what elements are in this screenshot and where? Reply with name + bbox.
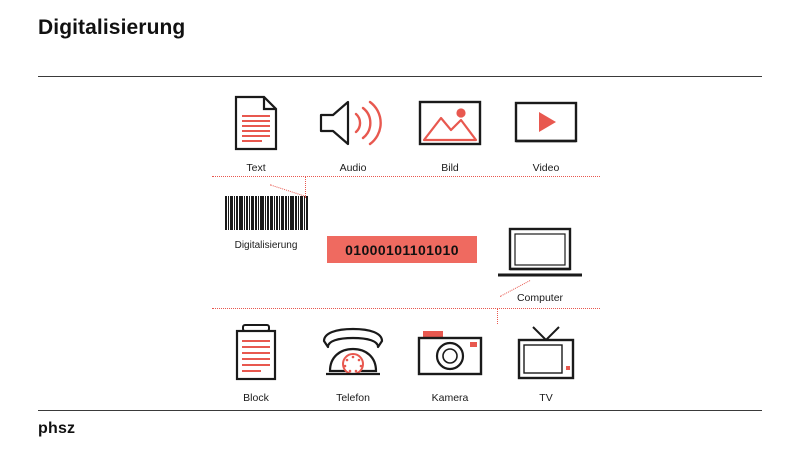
analog-item-block — [208, 322, 304, 404]
analog-item-kamera — [402, 322, 498, 404]
media-item-bild — [402, 92, 498, 174]
analog-item-label: Block — [243, 392, 269, 404]
picture-icon — [402, 92, 498, 154]
divider-bottom — [38, 410, 762, 411]
binary-string: 01000101101010 — [327, 236, 477, 263]
media-item-digitalisierung — [218, 196, 314, 251]
rotary-phone-icon — [305, 322, 401, 384]
connector-top-drop — [305, 176, 306, 198]
analog-item-label: Telefon — [336, 392, 370, 404]
media-item-label: Audio — [339, 162, 367, 174]
camera-icon — [402, 322, 498, 384]
analog-item-telefon — [305, 322, 401, 404]
media-item-label: Bild — [441, 162, 459, 174]
media-item-text — [208, 92, 304, 174]
barcode-icon — [218, 196, 314, 230]
media-item-label: Digitalisierung — [234, 240, 298, 251]
page-title: Digitalisierung — [38, 16, 186, 39]
laptop-icon — [492, 222, 588, 284]
media-item-audio — [305, 92, 401, 174]
connector-top-horizontal — [212, 176, 600, 177]
analog-item-label: Kamera — [431, 392, 469, 404]
speaker-icon — [305, 92, 401, 154]
connector-bottom-horizontal — [212, 308, 600, 309]
media-item-video — [498, 92, 594, 174]
media-item-label: Text — [246, 162, 266, 174]
television-icon — [498, 322, 594, 384]
media-item-label: Computer — [516, 292, 564, 304]
media-item-label: Video — [532, 162, 560, 174]
footer-logo: phsz — [38, 420, 76, 437]
document-icon — [208, 92, 304, 154]
divider-top — [38, 76, 762, 77]
analog-item-label: TV — [539, 392, 553, 404]
analog-item-tv — [498, 322, 594, 404]
notepad-icon — [208, 322, 304, 384]
video-player-icon — [498, 92, 594, 154]
